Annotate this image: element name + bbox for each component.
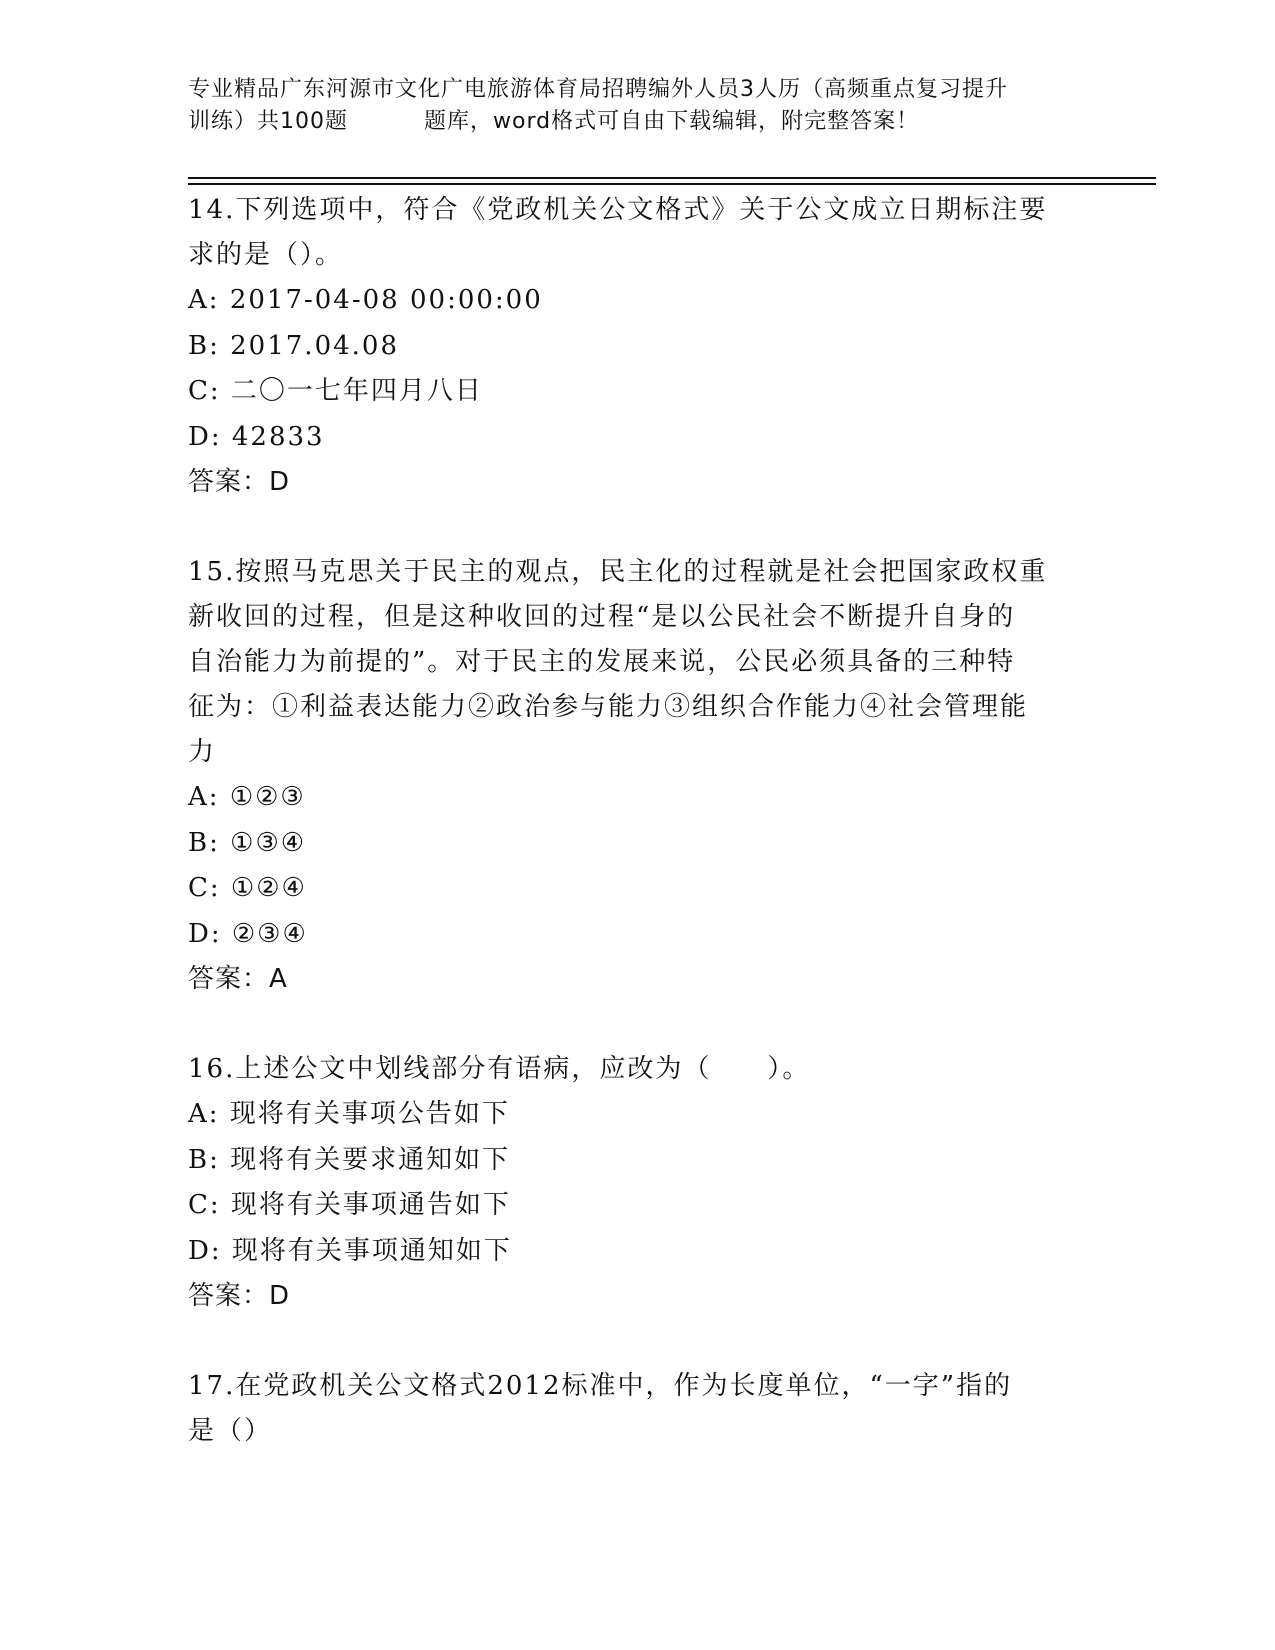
question-line: 自治能力为前提的”。对于民主的发展来说，公民必须具备的三种特	[188, 647, 1016, 677]
question-text	[188, 188, 1088, 278]
option-letter: D:	[188, 918, 222, 949]
question-line: 14.下列选项中，符合《党政机关公文格式》关于公文成立日期标注要	[188, 195, 1048, 225]
answer-line: 答案：D	[188, 1281, 291, 1311]
option-d	[188, 1229, 1088, 1275]
option-text: ①②③	[229, 782, 306, 812]
question-line: 17.在党政机关公文格式2012标准中，作为长度单位，“一字”指的	[188, 1371, 1013, 1401]
question-line: 求的是（）。	[188, 240, 344, 270]
option-text: 二〇一七年四月八日	[230, 376, 483, 406]
option-b	[188, 324, 1088, 370]
header-line-2-part-2: 题库，word格式可自由下载编辑，附完整答案！	[424, 109, 920, 134]
header-line-1: 专业精品广东河源市文化广电旅游体育局招聘编外人员3人历（高频重点复习提升	[188, 77, 1008, 102]
question-list	[188, 188, 1088, 1454]
option-text: 2017-04-08 00:00:00	[229, 285, 543, 315]
answer-line: 答案：D	[188, 467, 291, 497]
spacer	[188, 1318, 1088, 1364]
question-text	[188, 1364, 1088, 1454]
option-letter: D:	[188, 421, 222, 452]
header-divider-top	[188, 177, 1156, 179]
option-text: ①②④	[230, 873, 307, 903]
option-letter: D:	[188, 1235, 222, 1266]
option-letter: C:	[188, 873, 221, 903]
question-14	[188, 188, 1088, 504]
option-a	[188, 278, 1088, 324]
option-text: ①③④	[230, 827, 307, 858]
option-text: 现将有关事项公告如下	[229, 1099, 510, 1129]
option-b	[188, 821, 1088, 867]
option-letter: C:	[188, 1190, 221, 1220]
option-b	[188, 1138, 1088, 1184]
option-letter: A:	[188, 1099, 220, 1129]
option-text: 42833	[231, 421, 325, 452]
question-15	[188, 550, 1088, 1001]
option-letter: A:	[188, 285, 220, 315]
document-header	[188, 74, 1088, 138]
spacer	[188, 504, 1088, 550]
option-a	[188, 1092, 1088, 1138]
option-text: 现将有关事项通告如下	[230, 1190, 511, 1220]
question-text	[188, 550, 1088, 775]
option-d	[188, 415, 1088, 461]
option-text: 现将有关要求通知如下	[230, 1144, 511, 1175]
question-line: 新收回的过程，但是这种收回的过程“是以公民社会不断提升自身的	[188, 602, 1016, 632]
header-line-2-part-1: 训练）共100题	[188, 109, 348, 134]
option-c	[188, 369, 1088, 415]
option-d	[188, 912, 1088, 958]
question-line: 是（）	[188, 1416, 273, 1446]
spacer	[188, 1001, 1088, 1047]
option-letter: A:	[188, 782, 220, 812]
option-letter: B:	[188, 1144, 220, 1175]
question-line: 15.按照马克思关于民主的观点，民主化的过程就是社会把国家政权重	[188, 557, 1048, 587]
answer-line: 答案：A	[188, 964, 288, 994]
question-line: 力	[188, 737, 217, 767]
option-text: ②③④	[231, 918, 308, 949]
option-letter: C:	[188, 376, 221, 406]
question-17	[188, 1364, 1088, 1454]
option-c	[188, 866, 1088, 912]
question-text	[188, 1047, 1088, 1092]
option-text: 现将有关事项通知如下	[231, 1235, 512, 1266]
option-a	[188, 775, 1088, 821]
header-divider-bottom	[188, 183, 1156, 185]
question-line: 16.上述公文中划线部分有语病，应改为（ ）。	[188, 1054, 811, 1084]
option-letter: B:	[188, 827, 220, 858]
question-line: 征为：①利益表达能力②政治参与能力③组织合作能力④社会管理能	[188, 692, 1029, 722]
header-line-2	[188, 106, 1088, 138]
option-letter: B:	[188, 330, 220, 361]
option-c	[188, 1183, 1088, 1229]
question-16	[188, 1047, 1088, 1318]
option-text: 2017.04.08	[230, 330, 400, 361]
